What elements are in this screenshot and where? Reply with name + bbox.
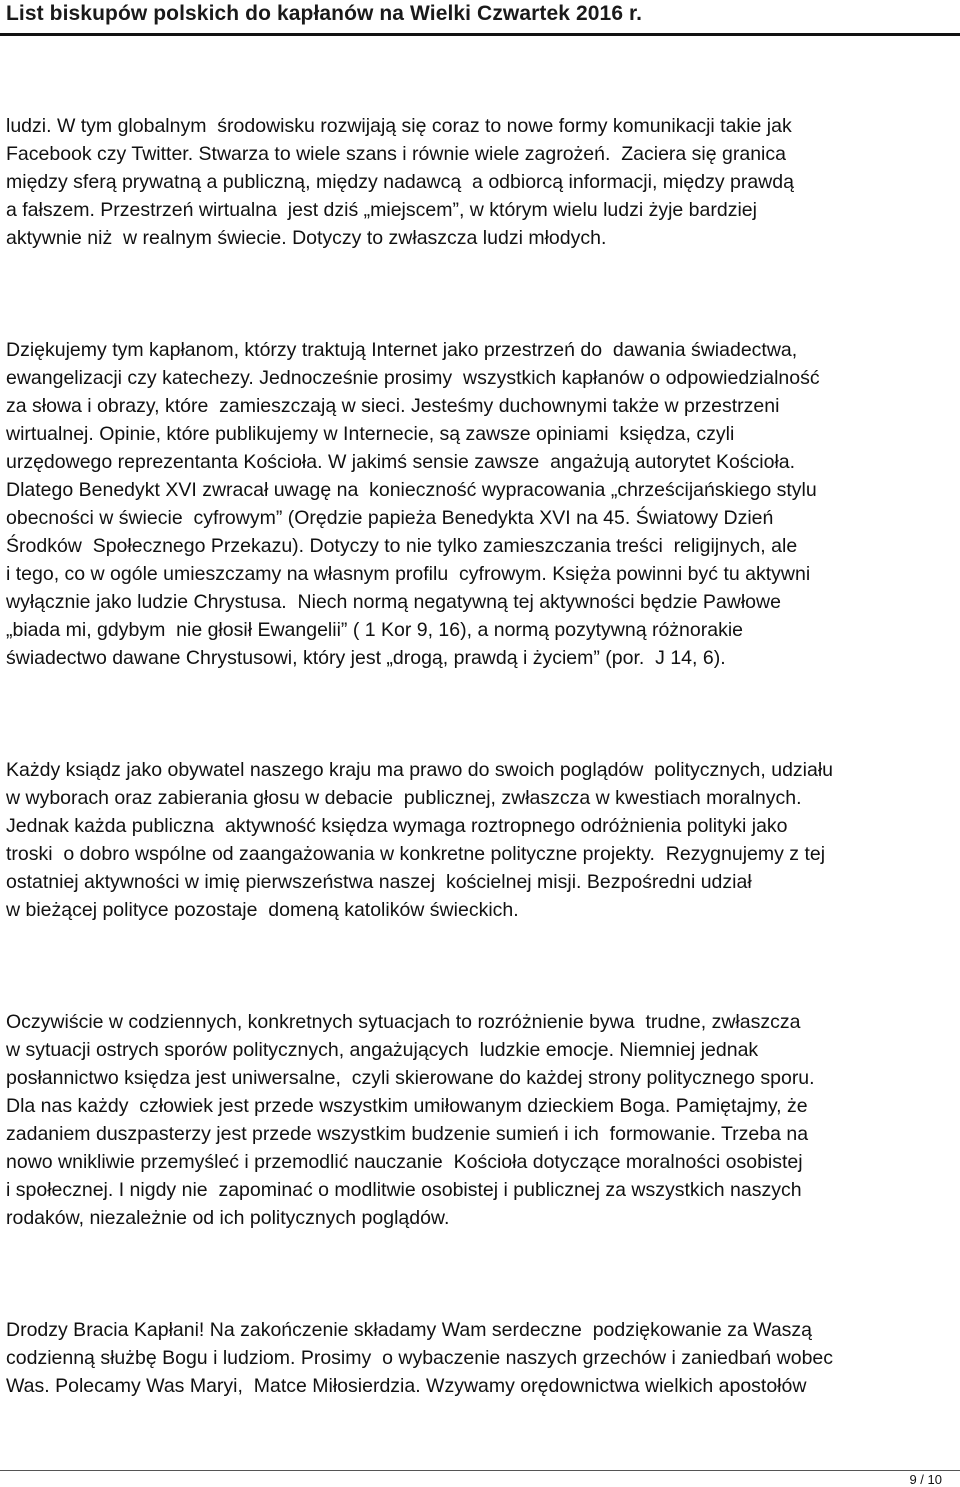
paragraph-1 — [6, 112, 956, 252]
text-line: Was. Polecamy Was Maryi, Matce Miłosierdzia. Wzywamy orędownictwa wielkich apostołów — [6, 1375, 807, 1397]
text-line: świadectwo dawane Chrystusowi, który jest „drogą, prawdą i życiem” (por. J 14, 6). — [6, 647, 726, 669]
text-line: „biada mi, gdybym nie głosił Ewangelii” ( 1 Kor 9, 16), a normą pozytywną różnorakie — [6, 619, 744, 641]
text-line: Każdy ksiądz jako obywatel naszego kraju ma prawo do swoich poglądów politycznych, udziału — [6, 759, 834, 781]
text-line: i społecznej. I nigdy nie zapominać o modlitwie osobistej i publicznej za wszystkich naszych — [6, 1179, 802, 1201]
text-line: Dla nas każdy człowiek jest przede wszystkim umiłowanym dzieckiem Boga. Pamiętajmy, że — [6, 1095, 808, 1117]
text-line: nowo wnikliwie przemyśleć i przemodlić nauczanie Kościoła dotyczące moralności osobistej — [6, 1151, 803, 1173]
text-line: rodaków, niezależnie od ich politycznych poglądów. — [6, 1207, 450, 1229]
document-title: List biskupów polskich do kapłanów na Wielki Czwartek 2016 r. — [6, 2, 643, 25]
text-line: w bieżącej polityce pozostaje domeną katolików świeckich. — [6, 899, 519, 921]
text-line: wirtualnej. Opinie, które publikujemy w Internecie, są zawsze opiniami księdza, czyli — [6, 423, 735, 445]
text-line: w wyborach oraz zabierania głosu w debacie publicznej, zwłaszcza w kwestiach moralnych. — [6, 787, 802, 809]
text-line: Oczywiście w codziennych, konkretnych sytuacjach to rozróżnienie bywa trudne, zwłaszcza — [6, 1011, 801, 1033]
text-line: Dziękujemy tym kapłanom, którzy traktują Internet jako przestrzeń do dawania świadectwa, — [6, 339, 798, 361]
text-line: ostatniej aktywności w imię pierwszeństwa naszej kościelnej misji. Bezpośredni udział — [6, 871, 752, 893]
page-header — [0, 0, 960, 40]
text-line: ewangelizacji czy katechezy. Jednocześnie prosimy wszystkich kapłanów o odpowiedzialność — [6, 367, 820, 389]
text-line: wyłącznie jako ludzie Chrystusa. Niech normą negatywną tej aktywności będzie Pawłowe — [6, 591, 781, 613]
paragraph-2 — [6, 336, 956, 672]
text-line: ludzi. W tym globalnym środowisku rozwijają się coraz to nowe formy komunikacji takie jak — [6, 115, 792, 137]
text-line: troski o dobro wspólne od zaangażowania w konkretne polityczne projekty. Rezygnujemy z tej — [6, 843, 826, 865]
text-line: Dlatego Benedykt XVI zwracał uwagę na konieczność wypracowania „chrześcijańskiego stylu — [6, 479, 817, 501]
text-line: i tego, co w ogóle umieszczamy na własnym profilu cyfrowym. Księża powinni być tu aktywni — [6, 563, 811, 585]
text-line: zadaniem duszpasterzy jest przede wszystkim budzenie sumień i ich formowanie. Trzeba na — [6, 1123, 809, 1145]
paragraph-4 — [6, 1008, 956, 1232]
paragraph-5 — [6, 1316, 956, 1400]
text-line: aktywnie niż w realnym świecie. Dotyczy to zwłaszcza ludzi młodych. — [6, 227, 607, 249]
text-line: posłannictwo księdza jest uniwersalne, czyli skierowane do każdej strony politycznego sporu. — [6, 1067, 815, 1089]
footer-divider — [0, 1470, 960, 1471]
text-line: w sytuacji ostrych sporów politycznych, angażujących ludzkie emocje. Niemniej jednak — [6, 1039, 759, 1061]
text-line: między sferą prywatną a publiczną, między nadawcą a odbiorcą informacji, między prawdą — [6, 171, 794, 193]
text-line: a fałszem. Przestrzeń wirtualna jest dziś „miejscem”, w którym wielu ludzi żyje bardziej — [6, 199, 757, 221]
paragraph-3 — [6, 756, 956, 924]
text-line: codzienną służbę Bogu i ludziom. Prosimy o wybaczenie naszych grzechów i zaniedbań wobec — [6, 1347, 834, 1369]
text-line: obecności w świecie cyfrowym” (Orędzie papieża Benedykta XVI na 45. Światowy Dzień — [6, 507, 774, 529]
header-divider — [0, 33, 960, 36]
text-line: za słowa i obrazy, które zamieszczają w sieci. Jesteśmy duchownymi także w przestrzeni — [6, 395, 780, 417]
text-line: Facebook czy Twitter. Stwarza to wiele szans i równie wiele zagrożeń. Zaciera się granica — [6, 143, 786, 165]
text-line: Drodzy Bracia Kapłani! Na zakończenie składamy Wam serdeczne podziękowanie za Waszą — [6, 1319, 813, 1341]
text-line: Jednak każda publiczna aktywność księdza wymaga roztropnego odróżnienia polityki jako — [6, 815, 788, 837]
text-line: urzędowego reprezentanta Kościoła. W jakimś sensie zawsze angażują autorytet Kościoła. — [6, 451, 796, 473]
page-number: 9 / 10 — [909, 1472, 942, 1487]
text-line: Środków Społecznego Przekazu). Dotyczy to nie tylko zamieszczania treści religijnych, ale — [6, 535, 798, 557]
